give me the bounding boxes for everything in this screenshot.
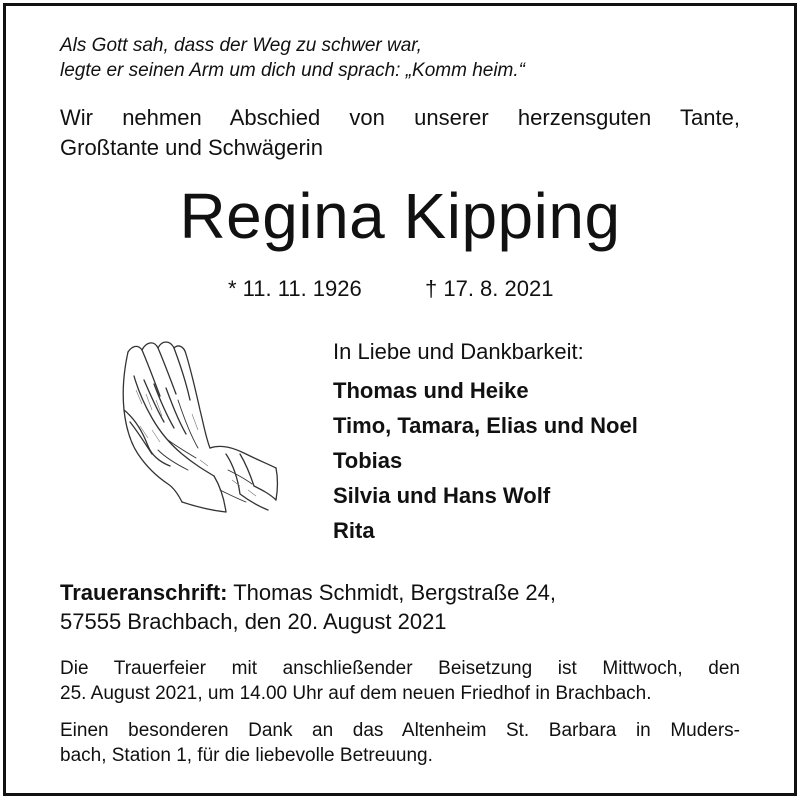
intro-text <box>60 103 740 163</box>
intro-line-2: Großtante und Schwägerin <box>60 135 323 160</box>
mourner-name: Timo, Tamara, Elias und Noel <box>333 413 638 438</box>
mourner-name: Silvia und Hans Wolf <box>333 483 551 508</box>
mourners-heading: In Liebe und Dankbarkeit: <box>333 339 584 364</box>
funeral-info <box>60 656 740 706</box>
gratitude-line-1: Einen besonderen Dank an das Altenheim St. Barbara in Muders- <box>60 720 740 741</box>
gratitude-info <box>60 718 740 768</box>
funeral-line-2: 25. August 2021, um 14.00 Uhr auf dem neuen Friedhof in Brachbach. <box>60 683 652 704</box>
address-line-2: 57555 Brachbach, den 20. August 2021 <box>60 609 447 634</box>
deceased-name: Regina Kipping <box>179 180 621 252</box>
poem-line-2: legte er seinen Arm um dich und sprach: „Komm heim.“ <box>60 60 525 81</box>
birth-date: * 11. 11. 1926 <box>228 276 362 301</box>
death-date: † 17. 8. 2021 <box>425 276 554 301</box>
mourner-name: Tobias <box>333 448 403 473</box>
mourner-name: Thomas und Heike <box>333 378 529 403</box>
praying-hands-icon <box>108 330 283 520</box>
mourner-name: Rita <box>333 518 375 543</box>
address-line-1 <box>60 578 556 608</box>
gratitude-line-2: bach, Station 1, für die liebevolle Betreuung. <box>60 745 433 766</box>
poem-line-1: Als Gott sah, dass der Weg zu schwer war, <box>60 35 422 56</box>
intro-line-1: Wir nehmen Abschied von unserer herzensguten Tante, <box>60 105 740 130</box>
funeral-line-1: Die Trauerfeier mit anschließender Beisetzung ist Mittwoch, den <box>60 658 740 679</box>
address-street: Thomas Schmidt, Bergstraße 24, <box>227 580 557 605</box>
address-label: Traueranschrift: <box>60 580 228 605</box>
